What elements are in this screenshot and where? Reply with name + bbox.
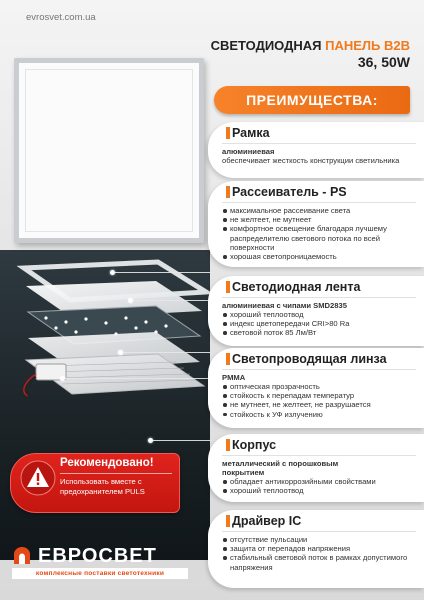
list-item: не желтеет, не мутнеет [222, 215, 416, 224]
section-divider [222, 455, 416, 456]
section-accent-tab [226, 281, 230, 293]
brand-logo-text[interactable]: ЕВРОСВЕТ [38, 545, 157, 567]
list-item: хороший теплоотвод [222, 486, 416, 495]
section-led-strip [208, 276, 424, 346]
connector-line [112, 272, 212, 273]
section-lead: PMMA [222, 373, 246, 382]
section-divider [222, 531, 416, 532]
section-accent-tab [226, 515, 230, 527]
list-item: максимальное рассеивание света [222, 206, 416, 215]
site-url[interactable]: evrosvet.com.ua [26, 12, 96, 23]
section-title: Драйвер IC [232, 514, 416, 528]
section-lens [208, 348, 424, 428]
list-item: оптическая прозрачность [222, 382, 416, 391]
connector-dot [110, 270, 115, 275]
brand-tagline: комплексные поставки светотехники [12, 568, 188, 579]
warning-icon [20, 460, 56, 496]
section-divider [222, 143, 416, 144]
section-divider [222, 369, 416, 370]
section-title: Рамка [232, 126, 416, 140]
list-item: не мутнеет, не желтеет, не разрушается [222, 400, 416, 409]
section-list [222, 310, 416, 338]
section-lead: алюминиевая [222, 147, 275, 156]
section-list [222, 535, 416, 572]
connector-line [120, 352, 212, 353]
section-divider [222, 202, 416, 203]
title-line2: 36, 50W [357, 54, 410, 70]
list-item: световой поток 85 Лм/Вт [222, 328, 416, 337]
section-text: обеспечивает жесткость конструкции светильника [222, 156, 400, 165]
connector-dot [128, 298, 133, 303]
list-item: стойкость к перепадам температур [222, 391, 416, 400]
section-frame [208, 122, 424, 178]
led-panel-image [14, 58, 204, 243]
connector-line [150, 440, 212, 441]
list-item: стойкость к УФ излучению [222, 410, 416, 419]
title-part1: СВЕТОДИОДНАЯ [210, 38, 322, 53]
connector-dot [60, 376, 65, 381]
page-title [180, 38, 410, 71]
section-list [222, 206, 416, 261]
brand-flame-icon [12, 546, 32, 566]
section-accent-tab [226, 127, 230, 139]
recommendation-title: Рекомендовано! [60, 457, 154, 469]
list-item: хорошая светопроницаемость [222, 252, 416, 261]
list-item: отсутствие пульсации [222, 535, 416, 544]
exploded-view-image [6, 256, 212, 456]
connector-line [62, 378, 212, 379]
list-item: стабильный световой поток в рамках допустимого напряжения [222, 553, 416, 571]
section-title: Корпус [232, 438, 416, 452]
section-list [222, 382, 416, 419]
list-item: защита от перепадов напряжения [222, 544, 416, 553]
list-item: индекс цветопередачи CRI>80 Ra [222, 319, 416, 328]
list-item: хороший теплоотвод [222, 310, 416, 319]
section-title: Светодиодная лента [232, 280, 416, 294]
connector-line [130, 300, 212, 301]
section-divider [222, 297, 416, 298]
section-title: Светопроводящая линза [232, 352, 416, 366]
section-list [222, 477, 416, 495]
connector-dot [118, 350, 123, 355]
section-driver [208, 510, 424, 588]
section-accent-tab [226, 439, 230, 451]
connector-dot [148, 438, 153, 443]
section-diffuser [208, 181, 424, 267]
advantages-banner: ПРЕИМУЩЕСТВА: [214, 86, 410, 114]
recommendation-text: Использовать вместе с предохранителем PULS [60, 477, 145, 496]
section-lead: алюминиевая с чипами SMD2835 [222, 301, 347, 310]
list-item: комфортное освещение благодаря лучшему распределителю светового потока по всей поверхности [222, 224, 416, 252]
section-title: Рассеиватель - PS [232, 185, 416, 199]
section-lead: металлический с порошковым покрытием [222, 459, 339, 477]
list-item: обладает антикоррозийными свойствами [222, 477, 416, 486]
recommendation-divider [60, 473, 172, 474]
section-accent-tab [226, 353, 230, 365]
section-housing [208, 434, 424, 502]
title-part2: ПАНЕЛЬ B2B [325, 38, 410, 53]
section-accent-tab [226, 186, 230, 198]
